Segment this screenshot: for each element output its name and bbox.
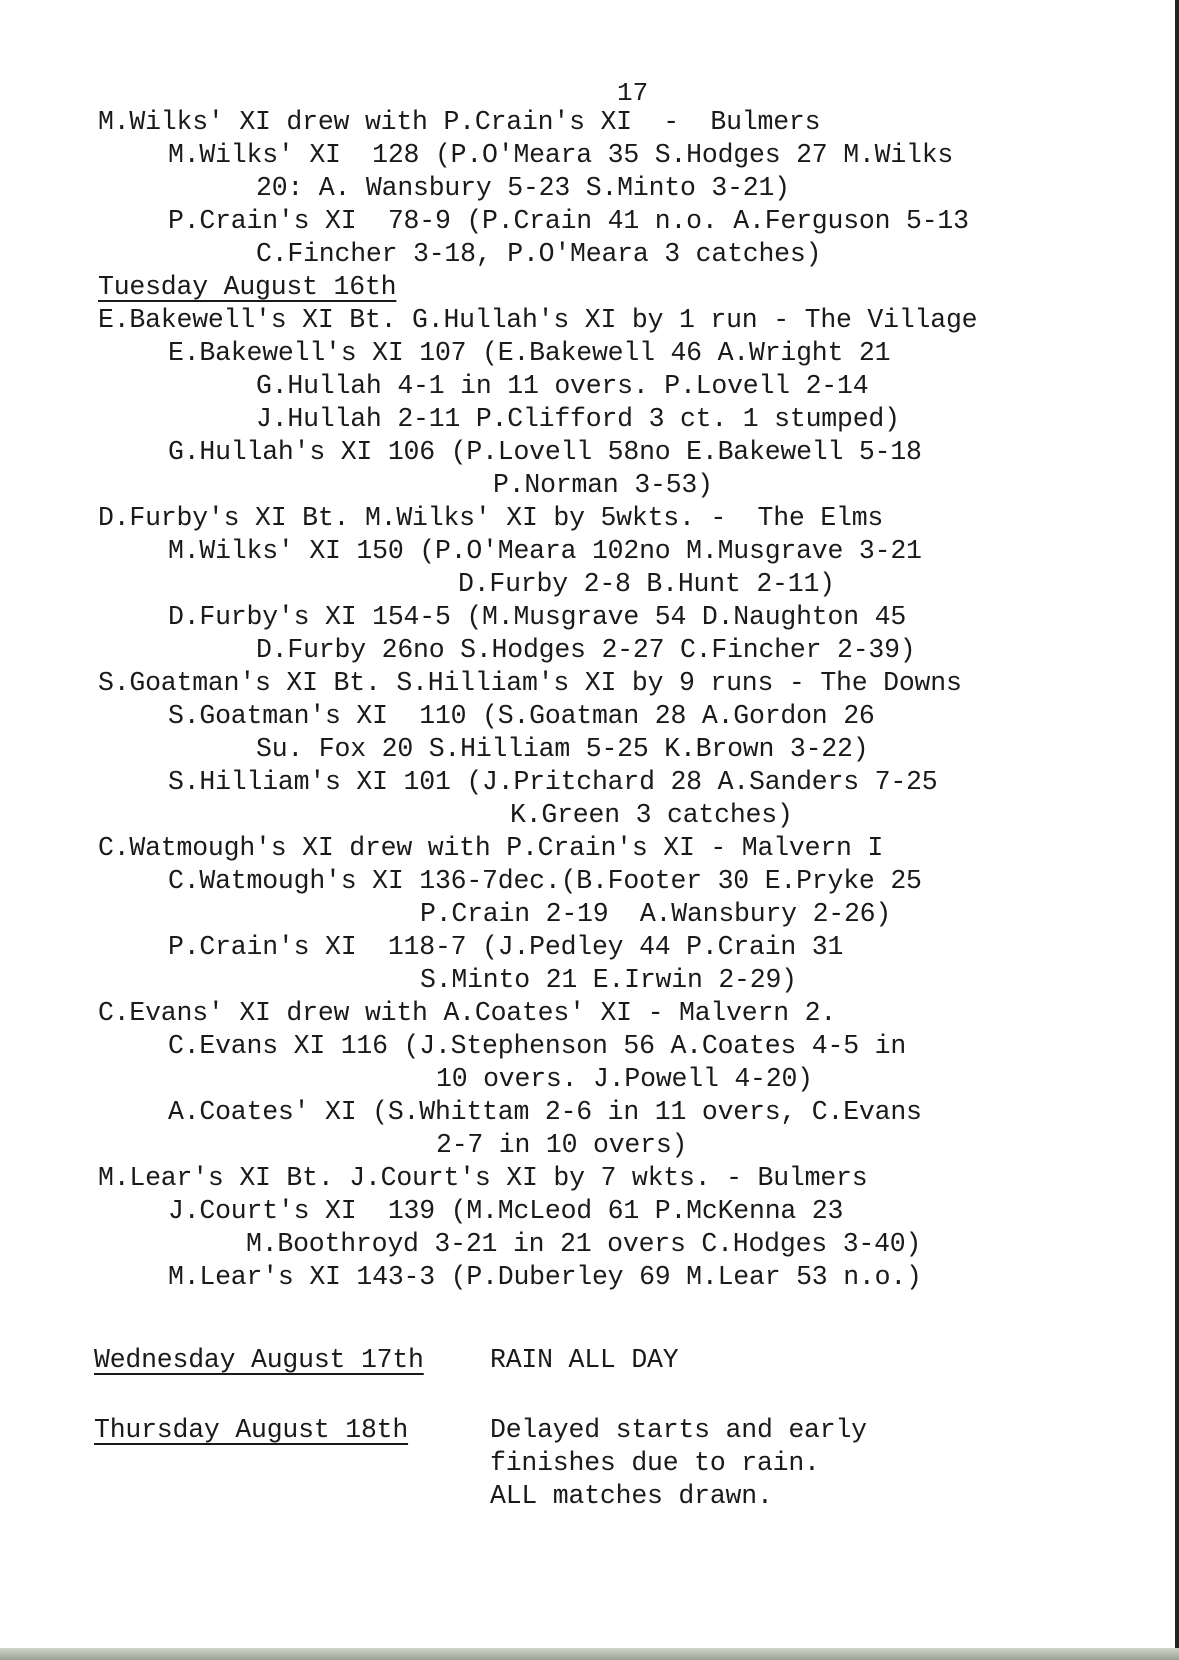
innings-line: C.Evans XI 116 (J.Stephenson 56 A.Coates 4-5 in xyxy=(168,1031,907,1061)
thursday-note: Delayed starts and early xyxy=(490,1415,867,1445)
innings-line: C.Watmough's XI 136-7dec.(B.Footer 30 E.Pryke 25 xyxy=(168,866,922,896)
innings-line: 10 overs. J.Powell 4-20) xyxy=(436,1064,813,1094)
match-heading: M.Lear's XI Bt. J.Court's XI by 7 wkts. - Bulmers xyxy=(98,1163,868,1193)
match-heading: D.Furby's XI Bt. M.Wilks' XI by 5wkts. - The Elms xyxy=(98,503,884,533)
innings-line: S.Minto 21 E.Irwin 2-29) xyxy=(420,965,797,995)
match-heading: C.Watmough's XI drew with P.Crain's XI - Malvern I xyxy=(98,833,884,863)
innings-line: J.Court's XI 139 (M.McLeod 61 P.McKenna 23 xyxy=(168,1196,844,1226)
innings-line: G.Hullah's XI 106 (P.Lovell 58no E.Bakewell 5-18 xyxy=(168,437,922,467)
page-number: 17 xyxy=(617,78,649,108)
innings-line: K.Green 3 catches) xyxy=(510,800,793,830)
match-heading: S.Goatman's XI Bt. S.Hilliam's XI by 9 runs - The Downs xyxy=(98,668,962,698)
innings-line: M.Wilks' XI 150 (P.O'Meara 102no M.Musgrave 3-21 xyxy=(168,536,922,566)
innings-line: 20: A. Wansbury 5-23 S.Minto 3-21) xyxy=(256,173,790,203)
innings-line: D.Furby 2-8 B.Hunt 2-11) xyxy=(458,569,835,599)
match-heading: E.Bakewell's XI Bt. G.Hullah's XI by 1 run - The Village xyxy=(98,305,978,335)
innings-line: S.Hilliam's XI 101 (J.Pritchard 28 A.Sanders 7-25 xyxy=(168,767,938,797)
date-heading: Tuesday August 16th xyxy=(98,272,397,302)
innings-line: S.Goatman's XI 110 (S.Goatman 28 A.Gordon 26 xyxy=(168,701,875,731)
innings-line: C.Fincher 3-18, P.O'Meara 3 catches) xyxy=(256,239,822,269)
innings-line: D.Furby 26no S.Hodges 2-27 C.Fincher 2-39) xyxy=(256,635,916,665)
match-heading: M.Wilks' XI drew with P.Crain's XI - Bulmers xyxy=(98,107,821,137)
innings-line: M.Boothroyd 3-21 in 21 overs C.Hodges 3-40) xyxy=(246,1229,922,1259)
innings-line: P.Crain's XI 78-9 (P.Crain 41 n.o. A.Ferguson 5-13 xyxy=(168,206,969,236)
thursday-note: finishes due to rain. xyxy=(490,1448,820,1478)
page-right-edge xyxy=(1175,0,1179,1660)
innings-line: J.Hullah 2-11 P.Clifford 3 ct. 1 stumped) xyxy=(256,404,900,434)
innings-line: M.Lear's XI 143-3 (P.Duberley 69 M.Lear 53 n.o.) xyxy=(168,1262,922,1292)
innings-line: A.Coates' XI (S.Whittam 2-6 in 11 overs, C.Evans xyxy=(168,1097,922,1127)
innings-line: P.Norman 3-53) xyxy=(493,470,713,500)
innings-line: Su. Fox 20 S.Hilliam 5-25 K.Brown 3-22) xyxy=(256,734,869,764)
match-heading: C.Evans' XI drew with A.Coates' XI - Malvern 2. xyxy=(98,998,837,1028)
wednesday-note: RAIN ALL DAY xyxy=(490,1345,679,1375)
thursday-note: ALL matches drawn. xyxy=(490,1481,773,1511)
innings-line: E.Bakewell's XI 107 (E.Bakewell 46 A.Wright 21 xyxy=(168,338,891,368)
thursday-heading: Thursday August 18th xyxy=(94,1415,409,1445)
innings-line: D.Furby's XI 154-5 (M.Musgrave 54 D.Naughton 45 xyxy=(168,602,907,632)
wednesday-heading: Wednesday August 17th xyxy=(94,1345,424,1375)
innings-line: G.Hullah 4-1 in 11 overs. P.Lovell 2-14 xyxy=(256,371,869,401)
scan-bottom-edge xyxy=(0,1648,1179,1660)
innings-line: P.Crain 2-19 A.Wansbury 2-26) xyxy=(420,899,892,929)
innings-line: 2-7 in 10 overs) xyxy=(436,1130,688,1160)
innings-line: P.Crain's XI 118-7 (J.Pedley 44 P.Crain 31 xyxy=(168,932,844,962)
innings-line: M.Wilks' XI 128 (P.O'Meara 35 S.Hodges 27 M.Wilks xyxy=(168,140,954,170)
